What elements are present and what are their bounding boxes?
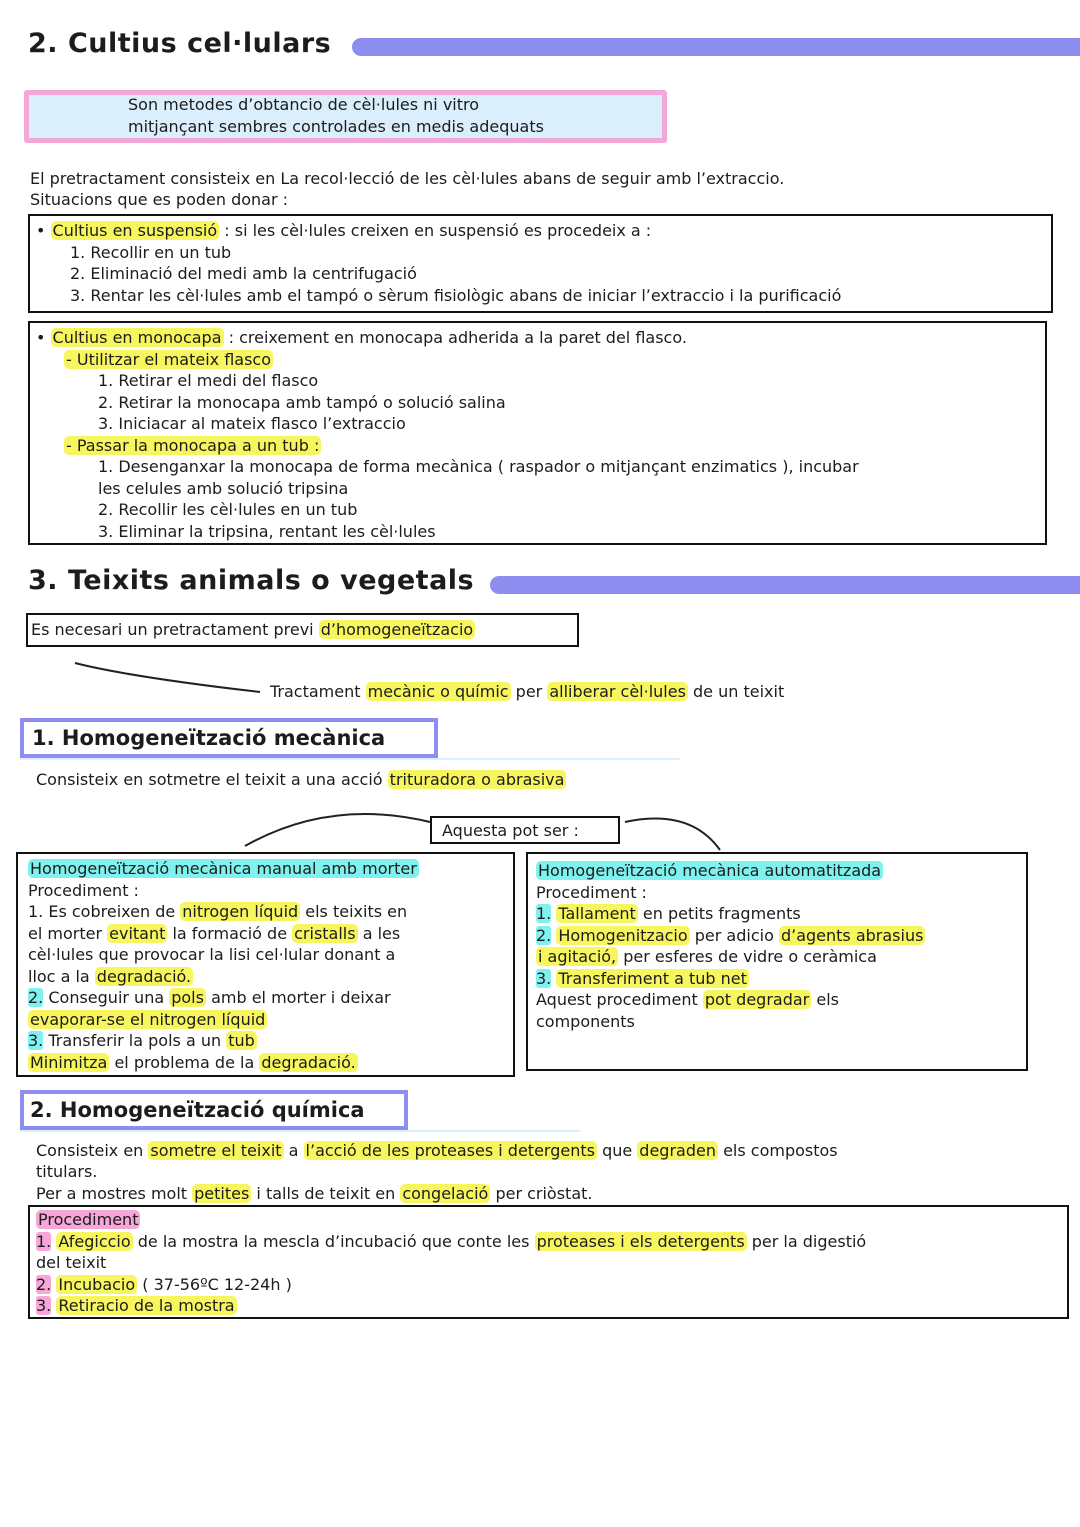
manual-title: Homogeneïtzació mecànica manual amb morter [30, 859, 417, 878]
monolayer-heading: • Cultius en monocapa : creixement en monocapa adherida a la paret del flasco. [36, 328, 687, 347]
manual-note: Minimitza el problema de la degradació. [30, 1052, 356, 1072]
chem-step-3: 3. Retiracio de la mostra [36, 1296, 235, 1315]
manual-procedure-label: Procediment : [28, 880, 139, 900]
section-2-title-bar [352, 38, 1080, 56]
chemical-desc-1b: titulars. [36, 1162, 98, 1181]
chemical-procedure-box: Procediment 1. Afegiccio de la mostra la mescla d’incubació que conte les proteases i els detergents per la digestió del teixit 2. Incubacio ( 37-56ºC 12-24h ) 3. Retiracio de la mostra [28, 1205, 1069, 1319]
suspension-label: Cultius en suspensió [52, 221, 218, 240]
chemical-title-box [20, 1090, 408, 1130]
auto-title: Homogeneïtzació mecànica automatitzada [538, 861, 882, 880]
auto-step-1: 1. Tallament en petits fragments [536, 904, 801, 923]
monolayer-sub1-step: 1. Retirar el medi del flasco [98, 371, 319, 390]
connector-curve [70, 655, 270, 700]
auto-procedure-label: Procediment : [536, 882, 647, 902]
suspension-step: 1. Recollir en un tub [70, 242, 232, 262]
pretreatment-note-box: Es necesari un pretractament previ d’homogeneïtzacio [26, 613, 579, 647]
monolayer-sub1-step: 2. Retirar la monocapa amb tampó o solució salina [98, 392, 506, 412]
intro-line-2: Situacions que es poden donar : [30, 190, 289, 209]
section-2-title: 2. Cultius cel·lulars [28, 28, 332, 59]
monolayer-sub2-step: 1. Desenganxar la monocapa de forma mecànica ( raspador o mitjançant enzimatics ), incubar [98, 457, 859, 476]
manual-mortar-box: Homogeneïtzació mecànica manual amb morter Procediment : 1. Es cobreixen de nitrogen líquid els teixits en el morter evitant la formació de cristalls a les cèl·lules que provocar la lisi cel·lular donant a lloc a la degradació. 2. Conseguir una pols amb el morter i deixar evaporar-se el nitrogen líquid 3. Transferir la pols a un tub Minimitza el problema de la degradació. [16, 852, 515, 1077]
monolayer-sub2: - Passar la monocapa a un tub : [66, 435, 320, 455]
manual-step-1: 1. Es cobreixen de nitrogen líquid els teixits en [28, 902, 408, 921]
section-3-title-bar [490, 576, 1080, 594]
chemical-desc-1: Consisteix en sometre el teixit a l’acció de les proteases i detergents que degraden els compostos [36, 1141, 838, 1160]
automated-box: Homogeneïtzació mecànica automatitzada Procediment : 1. Tallament en petits fragments 2. Homogenitzacio per adicio d’agents abrasius i agitació, per esferes de vidre o ceràmica 3. Transferiment a tub net Aquest procediment pot degradar els components [526, 852, 1028, 1071]
suspension-step: 3. Rentar les cèl·lules amb el tampó o sèrum fisiològic abans de iniciar l’extraccio i la purificació [70, 285, 842, 305]
definition-line-1: Son metodes d’obtancio de cèl·lules ni vitro [128, 95, 480, 114]
chem-step-2: 2. Incubacio ( 37-56ºC 12-24h ) [36, 1274, 292, 1294]
mechanical-title: 1. Homogeneïtzació mecànica [32, 726, 386, 750]
can-be-box: Aquesta pot ser : [430, 816, 620, 844]
section-3-title: 3. Teixits animals o vegetals [28, 565, 475, 596]
mechanical-desc: Consisteix en sotmetre el teixit a una acció trituradora o abrasiva [36, 770, 565, 789]
suspension-heading: • Cultius en suspensió : si les cèl·lules creixen en suspensió es procedeix a : [36, 221, 652, 240]
definition-line-2: mitjançant sembres controlades en medis adequats [128, 117, 544, 136]
monolayer-desc: : creixement en monocapa adherida a la paret del flasco. [228, 328, 687, 347]
auto-step-2: 2. Homogenitzacio per adicio d’agents abrasius [536, 925, 924, 945]
chem-step-1: 1. Afegiccio de la mostra la mescla d’incubació que conte les proteases i els detergents per la digestió [36, 1231, 867, 1251]
intro-line-1: El pretractament consisteix en La recol·lecció de les cèl·lules abans de seguir amb l’extraccio. [30, 169, 785, 188]
manual-step-3: 3. Transferir la pols a un tub [28, 1031, 255, 1050]
auto-note: Aquest procediment pot degradar els [536, 990, 839, 1009]
monolayer-sub1-step: 3. Iniciacar al mateix flasco l’extraccio [98, 414, 406, 433]
suspension-desc: : si les cèl·lules creixen en suspensió es procedeix a : [224, 221, 652, 240]
chemical-title: 2. Homogeneïtzació química [30, 1098, 365, 1122]
monolayer-culture-box [28, 321, 1047, 545]
chemical-procedure-label: Procediment [38, 1210, 139, 1229]
monolayer-label: Cultius en monocapa [52, 328, 222, 347]
manual-step-2: 2. Conseguir una pols amb el morter i deixar [28, 988, 391, 1007]
suspension-step: 2. Eliminació del medi amb la centrifugació [70, 264, 417, 283]
monolayer-sub1: - Utilitzar el mateix flasco [66, 349, 272, 369]
monolayer-sub2-step: 3. Eliminar la tripsina, rentant les cèl·lules [98, 521, 436, 541]
mechanical-title-box [20, 718, 438, 758]
monolayer-sub2-step-cont: les celules amb solució tripsina [98, 478, 349, 498]
treatment-line: Tractament mecànic o químic per alliberar cèl·lules de un teixit [270, 682, 785, 701]
chemical-desc-2: Per a mostres molt petites i talls de teixit en congelació per criòstat. [36, 1184, 593, 1203]
suspension-culture-box [28, 214, 1053, 313]
monolayer-sub2-step: 2. Recollir les cèl·lules en un tub [98, 500, 358, 519]
auto-step-3: 3. Transferiment a tub net [536, 968, 747, 988]
definition-box [24, 90, 667, 143]
